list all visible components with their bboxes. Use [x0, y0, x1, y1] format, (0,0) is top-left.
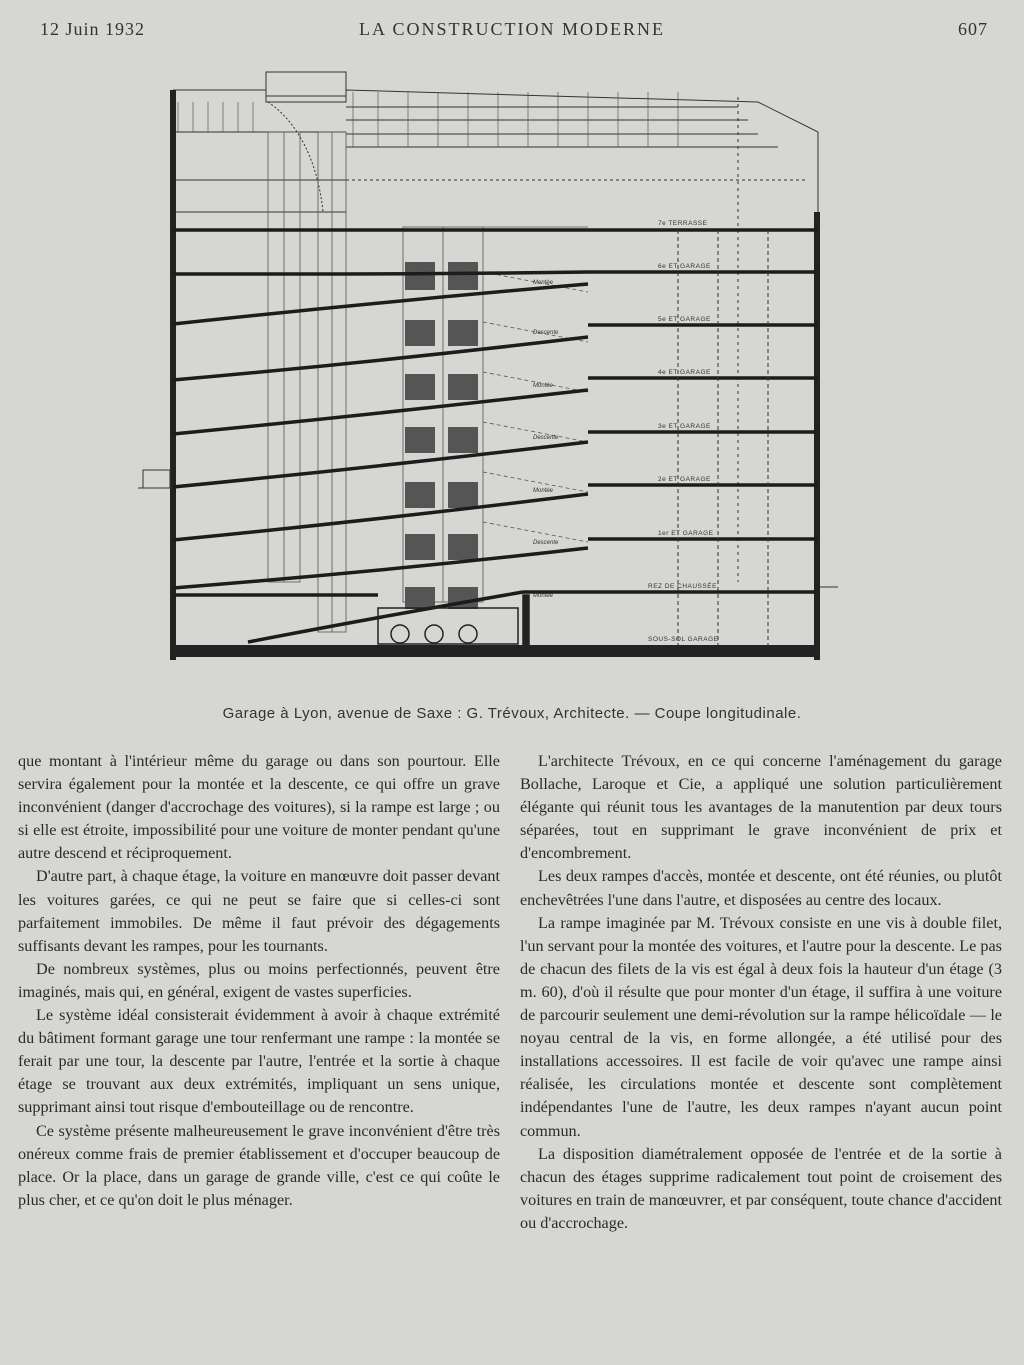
ramp-label: Montée	[533, 488, 554, 494]
paragraph: Ce système présente malheureusement le grave inconvénient d'être très onéreux comme frais de premier établissement et d'occuper beaucoup de place. Or la place, dans un garage de grande ville, c'est ce qui coûte le plus cher, et ce qu'on doit le plus ménager.	[18, 1121, 500, 1209]
longitudinal-section-drawing	[118, 62, 838, 662]
paragraph: La rampe imaginée par M. Trévoux consiste en une vis à double filet, l'un servant pour la montée des voitures, et l'autre pour la descente. Le pas de chacun des filets de la vis est égal à deux fois la hauteur d'un étage (3 m. 60), d'où il résulte que pour monter d'un étage, il suffira à une voiture de parcourir seulement une demi-révolution sur la rampe hélicoïdale — le noyau central de la vis, en forme allongée, a été utilisé pour des installations accessoires. Il est facile de voir qu'avec une rampe ainsi réalisée, les circulations montée et descente sont complètement indépendantes l'une de l'autre, les deux rampes n'ayant aucun point commun.	[520, 913, 1002, 1140]
ramp-label: Descente	[533, 435, 559, 441]
right-text-column	[520, 750, 1002, 1235]
paragraph: L'architecte Trévoux, en ce qui concerne l'aménagement du garage Bollache, Laroque et Cie, a appliqué une solution particulièrement élégante qui réunit tous les avantages de la manutention par deux tours séparées, tout en supprimant le grave inconvénient de prix et d'encombrement.	[520, 752, 1002, 863]
paragraph: La disposition diamétralement opposée de l'entrée et de la sortie à chacun des étages supprime radicalement tout point de croisement des voitures en train de manœuvrer, et par conséquent, toute chance d'accident ou d'accrochage.	[520, 1144, 1002, 1232]
floor-label: REZ DE CHAUSSÉE	[648, 583, 717, 590]
floor-label: 7e TERRASSE	[658, 220, 708, 227]
floor-label: 5e ET GARAGE	[658, 316, 711, 323]
paragraph: que montant à l'intérieur même du garage ou dans son pourtour. Elle servira également pour la montée et la descente, ce qui offre un grave inconvénient (danger d'accrochage des voitures), si la rampe est large ; ou si elle est étroite, impossibilité pour une voiture de monter pendant qu'une autre descend et réciproquement.	[18, 752, 500, 863]
ramp-label: Montée	[533, 280, 554, 286]
paragraph: Les deux rampes d'accès, montée et descente, ont été réunies, ou plutôt enchevêtrées l'une dans l'autre, et disposées au centre des locaux.	[520, 867, 1002, 909]
paragraph: D'autre part, à chaque étage, la voiture en manœuvre doit passer devant les voitures garées, ce qui ne peut se faire que si celles-ci sont parfaitement immobiles. De même il faut prévoir des dégagements suffisants devant les rampes, pour les tournants.	[18, 867, 500, 955]
floor-label: SOUS-SOL GARAGE	[648, 636, 719, 643]
ramp-label: Descente	[533, 330, 559, 336]
page-number: 607	[958, 19, 988, 39]
left-text-column	[18, 750, 500, 1212]
header-date: 12 Juin 1932	[40, 19, 146, 39]
floor-label: 1er ET GARAGE	[658, 530, 714, 537]
ramp-label: Montée	[533, 383, 554, 389]
journal-title: LA CONSTRUCTION MODERNE	[358, 19, 665, 39]
floor-label: 2e ET GARAGE	[658, 476, 711, 483]
floor-label: 3e ET GARAGE	[658, 423, 711, 430]
figure-caption: Garage à Lyon, avenue de Saxe : G. Trévoux, Architecte. — Coupe longitudinale.	[222, 705, 802, 722]
ramp-label: Descente	[533, 540, 559, 546]
floor-label: 4e ET GARAGE	[658, 369, 711, 376]
floor-label: 6e ET GARAGE	[658, 263, 711, 270]
paragraph: Le système idéal consisterait évidemment à avoir à chaque extrémité du bâtiment formant garage une tour renfermant une rampe : la montée se ferait par une tour, la descente par l'autre, l'entrée et la sortie à chaque étage se trouvant aux deux extrémités, impliquant un sens unique, supprimant ainsi tout risque d'embouteillage ou de rencontre.	[18, 1006, 500, 1117]
paragraph: De nombreux systèmes, plus ou moins perfectionnés, peuvent être imaginés, mais qui, en général, exigent de vastes superficies.	[18, 959, 500, 1001]
ramp-label: Montée	[533, 593, 554, 599]
